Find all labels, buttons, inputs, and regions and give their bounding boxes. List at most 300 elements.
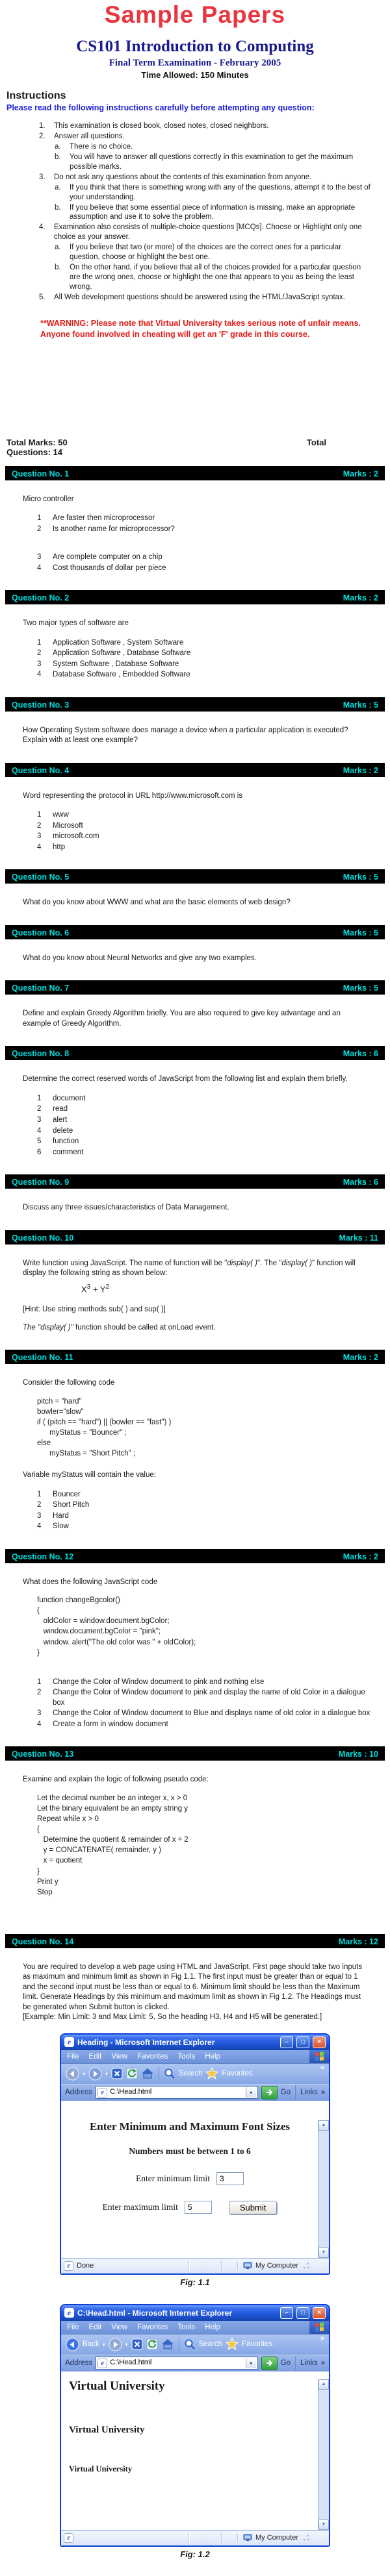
option-text: delete xyxy=(53,1126,73,1135)
item-text: Do not ask any questions about the contents of this examination from anyone. xyxy=(54,173,312,181)
item-text: If you believe that some essential piece of information is missing, make an appropriate assumption and use it to solve the problem. xyxy=(70,203,356,221)
question-number: Question No. 5 xyxy=(12,873,70,882)
question-block xyxy=(0,1934,390,2559)
code-line: Repeat while x > 0 xyxy=(37,1815,99,1824)
address-input[interactable] xyxy=(96,2086,257,2099)
links-overflow-icon[interactable]: » xyxy=(320,2359,325,2368)
stem-text: ". The " xyxy=(257,1259,282,1267)
question-header xyxy=(5,1549,385,1563)
instruction-item xyxy=(0,293,390,303)
status-cell xyxy=(221,2260,237,2271)
question-header xyxy=(5,763,385,777)
menu-help[interactable]: Help xyxy=(205,2052,220,2061)
question-stem xyxy=(23,1259,370,1279)
menu-file[interactable]: File xyxy=(67,2052,79,2061)
content-heading: Enter Minimum and Maximum Font Sizes xyxy=(89,2120,291,2133)
option-row xyxy=(37,670,370,680)
browser-window-fig2 xyxy=(60,2304,330,2547)
code-line: window. alert("The old color was " + oldColor); xyxy=(37,1638,196,1646)
option-row xyxy=(37,1137,370,1147)
option-text: document xyxy=(53,1094,86,1102)
option-text: Short Pitch xyxy=(53,1501,90,1509)
favorites-button[interactable] xyxy=(205,2067,218,2080)
question-number: Question No. 10 xyxy=(12,1233,74,1243)
menu-help[interactable]: Help xyxy=(205,2323,220,2331)
menu-file[interactable]: File xyxy=(67,2323,79,2331)
option-number: 3 xyxy=(37,832,42,841)
window-title-bar[interactable] xyxy=(61,2035,329,2050)
ie-logo-icon: e xyxy=(64,2037,74,2047)
menu-bar xyxy=(61,2321,329,2334)
option-number: 3 xyxy=(37,1709,42,1718)
question-header xyxy=(5,1350,385,1364)
page-icon: e xyxy=(64,2261,73,2271)
option-number: 2 xyxy=(37,525,42,533)
question-number: Question No. 7 xyxy=(12,984,70,993)
code-line: Let the decimal number be an integer x, x > 0 xyxy=(37,1794,188,1802)
question-number: Question No. 4 xyxy=(12,765,70,775)
menu-favorites[interactable]: Favorites xyxy=(137,2323,168,2331)
resize-grip[interactable] xyxy=(303,2534,309,2541)
question-marks: Marks : 6 xyxy=(343,1178,378,1187)
question-marks: Marks : 5 xyxy=(343,700,378,710)
question-marks: Marks : 2 xyxy=(343,593,378,603)
question-number: Question No. 8 xyxy=(12,1049,70,1059)
question-stem: Define and explain Greedy Algorithm briefly. You are also required to give key advantage and an example of Greedy Algorithm. xyxy=(23,1009,341,1028)
forward-dropdown-icon[interactable]: ▾ xyxy=(125,2341,128,2347)
code-line: else xyxy=(37,1439,51,1447)
item-text: This examination is closed book, closed notes, closed neighbors. xyxy=(54,122,269,130)
maximize-button[interactable]: □ xyxy=(296,2037,309,2048)
instruction-item xyxy=(0,132,390,142)
min-limit-input[interactable] xyxy=(216,2172,244,2185)
question-header xyxy=(5,590,385,604)
option-row xyxy=(37,552,370,563)
question-stem: Discuss any three issues/characteristics of Data Management. xyxy=(23,1204,229,1212)
toolbar xyxy=(61,2064,329,2084)
question-header xyxy=(5,980,385,995)
option-row xyxy=(37,1688,370,1708)
item-text: If you believe that two (or more) of the choices are the correct ones for a particular question, choose or highlight the best one. xyxy=(70,243,342,262)
instructions-list xyxy=(0,121,390,303)
links-label[interactable]: Links xyxy=(300,2088,318,2097)
instruction-subitem xyxy=(0,142,390,152)
scroll-up-icon[interactable]: ▲ xyxy=(318,2120,329,2131)
scrollbar[interactable] xyxy=(318,2120,329,2258)
stop-button[interactable] xyxy=(111,2068,123,2079)
search-label[interactable]: Search xyxy=(179,2070,203,2078)
question-marks: Marks : 10 xyxy=(338,1750,378,1759)
code-line: } xyxy=(37,1648,40,1657)
instruction-subitem xyxy=(0,153,390,172)
question-header xyxy=(5,869,385,884)
back-label[interactable]: Back xyxy=(83,2340,99,2349)
go-button[interactable] xyxy=(261,2086,278,2099)
address-label: Address xyxy=(65,2088,93,2097)
option-row xyxy=(37,821,370,832)
home-button[interactable] xyxy=(161,2338,174,2350)
option-number: 2 xyxy=(37,1689,42,1697)
max-limit-label: Enter maximum limit xyxy=(102,2202,178,2212)
window-title-bar[interactable] xyxy=(61,2305,329,2321)
close-button[interactable]: × xyxy=(313,2307,326,2319)
max-limit-input[interactable] xyxy=(185,2201,212,2214)
figure-caption: Fig: 1.1 xyxy=(180,2277,210,2287)
option-text: read xyxy=(53,1105,68,1113)
option-number: 3 xyxy=(37,553,42,562)
pseudo-code-block xyxy=(37,1793,370,1898)
home-button[interactable] xyxy=(141,2068,154,2079)
item-text: All Web development questions should be answered using the HTML/JavaScript syntax. xyxy=(54,293,345,301)
option-row xyxy=(37,638,370,649)
instruction-item xyxy=(0,223,390,242)
question-number: Question No. 3 xyxy=(12,700,70,710)
question-stem: Variable myStatus will contain the value: xyxy=(23,1471,156,1480)
formula-base: X xyxy=(81,1283,87,1294)
option-number: 3 xyxy=(37,1116,42,1124)
option-row xyxy=(37,1148,370,1158)
option-text: Database Software , Embedded Software xyxy=(53,671,190,679)
status-zone xyxy=(237,2262,326,2270)
my-computer-label: My Computer xyxy=(255,2534,299,2542)
question-block xyxy=(0,697,390,746)
status-cell xyxy=(205,2533,221,2543)
go-button[interactable] xyxy=(261,2357,278,2370)
minimize-button[interactable]: – xyxy=(280,2037,293,2048)
option-number: 1 xyxy=(37,811,42,819)
back-dropdown-icon[interactable]: ▾ xyxy=(102,2341,105,2347)
favorites-label[interactable]: Favorites xyxy=(242,2340,273,2349)
option-number: 4 xyxy=(37,1126,42,1135)
status-text: Done xyxy=(77,2262,94,2270)
code-line: Determine the quotient & remainder of x ÷ 2 xyxy=(37,1836,188,1844)
code-line: { xyxy=(37,1826,40,1834)
min-limit-label: Enter minimum limit xyxy=(136,2173,210,2183)
question-number: Question No. 6 xyxy=(12,928,70,937)
option-number: 4 xyxy=(37,843,42,851)
instructions-intro: Please read the following instructions carefully before attempting any question: xyxy=(6,103,315,112)
note-text xyxy=(23,1323,370,1333)
page-content xyxy=(61,2120,329,2258)
address-dropdown-icon[interactable]: ▾ xyxy=(246,2358,256,2368)
toolbar xyxy=(61,2334,329,2355)
option-text: Microsoft xyxy=(53,821,83,830)
question-stem: How Operating System software does manage a device when a particular application is executed? Explain with at least one example? xyxy=(23,726,348,745)
forward-button[interactable] xyxy=(109,2338,122,2351)
question-stem: Examine and explain the logic of following pseudo code: xyxy=(23,1776,209,1784)
question-stem: Determine the correct reserved words of JavaScript from the following list and explain them briefly. xyxy=(23,1075,348,1084)
question-number: Question No. 1 xyxy=(12,469,70,478)
item-number: a. xyxy=(55,243,61,252)
option-number: 1 xyxy=(37,1678,42,1686)
question-stem: Word representing the protocol in URL http://www.microsoft.com is xyxy=(23,791,243,800)
option-text: function xyxy=(53,1137,79,1146)
stem-italic: display( ) xyxy=(227,1259,257,1267)
menu-tools[interactable]: Tools xyxy=(177,2323,196,2331)
go-label[interactable]: Go xyxy=(280,2088,291,2097)
favorites-button[interactable] xyxy=(226,2338,239,2351)
question-marks: Marks : 5 xyxy=(343,984,378,993)
question-block xyxy=(0,1230,390,1333)
item-text: On the other hand, if you believe that all of the choices provided for a particular question are the wrong ones, choose or highlight the one that appears to you as being the least wrong. xyxy=(70,264,361,291)
option-text: Are complete computer on a chip xyxy=(53,553,162,562)
toolbar-separator xyxy=(295,2356,296,2370)
option-number: 2 xyxy=(37,649,42,658)
item-number: 4. xyxy=(39,223,46,232)
back-button[interactable] xyxy=(66,2338,79,2351)
submit-button[interactable]: Submit xyxy=(229,2201,277,2214)
page-icon: e xyxy=(64,2533,73,2543)
question-number: Question No. 9 xyxy=(12,1178,70,1187)
code-line: window.document.bgColor = "pink"; xyxy=(37,1628,161,1636)
content-subheading: Numbers must be between 1 to 6 xyxy=(129,2146,251,2156)
toolbar-separator xyxy=(295,2085,296,2099)
maximize-button[interactable]: □ xyxy=(296,2307,309,2319)
window-title: Heading - Microsoft Internet Explorer xyxy=(77,2037,215,2047)
item-number: b. xyxy=(55,153,61,161)
my-computer-label: My Computer xyxy=(255,2262,299,2270)
stem-text: Write function using JavaScript. The name of function will be " xyxy=(23,1259,228,1267)
option-row xyxy=(37,660,370,670)
question-stem: What does the following JavaScript code xyxy=(23,1578,158,1586)
formula-base: Y xyxy=(99,1283,106,1294)
option-text: Slow xyxy=(53,1522,69,1531)
windows-logo-icon xyxy=(309,2321,329,2334)
toolbar-overflow-icon[interactable]: » xyxy=(320,2063,324,2072)
code-line: } xyxy=(37,1867,40,1876)
option-number: 2 xyxy=(37,1501,42,1509)
ie-logo-icon: e xyxy=(64,2308,74,2318)
hint-text: [Hint: Use string methods sub( ) and sup( )] xyxy=(23,1306,166,1314)
menu-view[interactable]: View xyxy=(111,2323,128,2331)
question-marks: Marks : 5 xyxy=(343,928,378,937)
question-stem: Two major types of software are xyxy=(23,619,129,628)
questions-count: Questions: 14 xyxy=(6,447,62,457)
total-label: Total xyxy=(306,437,326,447)
options-list xyxy=(37,638,370,680)
status-cell xyxy=(205,2260,221,2271)
instructions-heading: Instructions xyxy=(6,90,66,101)
option-row xyxy=(37,810,370,821)
item-number: 5. xyxy=(39,293,46,301)
option-text: microsoft.com xyxy=(53,832,99,841)
course-title: CS101 Introduction to Computing xyxy=(76,38,314,55)
code-line: Stop xyxy=(37,1888,53,1896)
close-button[interactable]: × xyxy=(313,2037,326,2048)
option-number: 2 xyxy=(37,821,42,830)
question-stem: Micro controller xyxy=(23,495,74,503)
code-line: x = quotient xyxy=(37,1857,83,1865)
toolbar-overflow-icon[interactable]: » xyxy=(320,2334,324,2342)
option-text: Change the Color of Window document to pink and nothing else xyxy=(53,1678,265,1686)
code-line: pitch = "hard" xyxy=(37,1397,82,1406)
item-number: 3. xyxy=(39,173,46,181)
menu-view[interactable]: View xyxy=(111,2052,128,2061)
instruction-subitem xyxy=(0,183,390,203)
links-label[interactable]: Links xyxy=(300,2359,318,2368)
example-text: [Example: Min Limit: 3 and Max Limit: 5, So the heading H3, H4 and H5 will be generated.] xyxy=(23,2013,322,2022)
option-text: http xyxy=(53,843,66,851)
refresh-button[interactable] xyxy=(146,2338,158,2350)
option-number: 1 xyxy=(37,514,42,523)
search-button[interactable] xyxy=(164,2068,176,2079)
question-number: Question No. 12 xyxy=(12,1552,74,1561)
code-line: bowler="slow" xyxy=(37,1407,84,1416)
question-marks: Marks : 5 xyxy=(343,873,378,882)
formula-superscript: 3 xyxy=(86,1283,91,1291)
page-content xyxy=(61,2379,329,2530)
address-text[interactable]: C:\Head.html xyxy=(110,2088,152,2096)
option-row xyxy=(37,1522,370,1532)
generated-heading-h5: Virtual University xyxy=(69,2464,133,2473)
status-zone xyxy=(237,2534,326,2542)
item-text: If you think that there is something wrong with any of the questions, attempt it to the best of your understanding. xyxy=(70,183,370,201)
question-stem: What do you know about Neural Networks and give any two examples. xyxy=(23,954,257,962)
menu-bar xyxy=(61,2050,329,2064)
note-italic: The "display( )" xyxy=(23,1323,73,1331)
status-cell xyxy=(188,2533,205,2543)
address-label: Address xyxy=(65,2359,93,2368)
option-text: Are faster then microprocessor xyxy=(53,514,155,523)
option-number: 1 xyxy=(37,1094,42,1102)
figure-caption: Fig: 1.2 xyxy=(180,2549,210,2559)
status-bar xyxy=(61,2258,329,2273)
option-number: 1 xyxy=(37,1490,42,1498)
menu-edit[interactable]: Edit xyxy=(88,2323,102,2331)
item-number: b. xyxy=(55,264,61,272)
question-block xyxy=(0,466,390,574)
scroll-down-icon[interactable]: ▼ xyxy=(318,2248,329,2258)
stop-button[interactable] xyxy=(131,2338,143,2350)
question-header xyxy=(5,466,385,480)
question-marks: Marks : 12 xyxy=(338,1937,378,1946)
forward-button[interactable] xyxy=(88,2067,102,2081)
option-row xyxy=(37,1126,370,1137)
refresh-button[interactable] xyxy=(126,2068,138,2079)
code-line: { xyxy=(37,1607,40,1615)
question-block xyxy=(0,1746,390,1897)
total-marks: Total Marks: 50 xyxy=(6,437,68,447)
totals-row xyxy=(0,438,390,457)
question-stem: What do you know about WWW and what are the basic elements of web design? xyxy=(23,898,291,907)
spacer xyxy=(37,535,370,552)
options-list xyxy=(37,1678,370,1730)
question-block xyxy=(0,1174,390,1213)
question-number: Question No. 2 xyxy=(12,593,70,603)
favorites-label[interactable]: Favorites xyxy=(222,2070,253,2078)
item-number: 1. xyxy=(39,122,46,130)
question-header xyxy=(5,1746,385,1761)
forward-dropdown-icon[interactable]: ▾ xyxy=(105,2070,109,2077)
option-row xyxy=(37,525,370,535)
minimize-button[interactable]: – xyxy=(280,2307,293,2319)
address-input[interactable] xyxy=(96,2357,257,2370)
windows-logo-icon xyxy=(309,2050,329,2063)
option-number: 1 xyxy=(37,638,42,647)
question-marks: Marks : 11 xyxy=(339,1233,378,1243)
question-block xyxy=(0,980,390,1029)
question-header xyxy=(5,1046,385,1060)
search-button[interactable] xyxy=(184,2338,196,2350)
generated-heading-h4: Virtual University xyxy=(69,2424,145,2435)
instruction-subitem xyxy=(0,243,390,262)
question-block xyxy=(0,925,390,964)
code-block xyxy=(37,1396,370,1459)
address-bar xyxy=(61,2084,329,2101)
option-text: Is another name for microprocessor? xyxy=(53,525,175,533)
option-text: Application Software , System Software xyxy=(53,638,184,647)
option-text: comment xyxy=(53,1148,84,1156)
search-label[interactable]: Search xyxy=(198,2340,223,2349)
scroll-down-icon[interactable]: ▼ xyxy=(318,2520,329,2530)
warning-text: **WARNING: Please note that Virtual University takes serious note of unfair means. Anyone found involved in cheating will get an 'F' grade in this course. xyxy=(40,318,361,339)
go-label[interactable]: Go xyxy=(280,2359,291,2368)
menu-edit[interactable]: Edit xyxy=(88,2052,102,2061)
question-number: Question No. 13 xyxy=(12,1750,74,1759)
links-overflow-icon[interactable]: » xyxy=(320,2088,325,2097)
option-text: Hard xyxy=(53,1511,69,1520)
question-number: Question No. 11 xyxy=(12,1353,73,1363)
option-row xyxy=(37,1511,370,1522)
option-number: 4 xyxy=(37,564,42,572)
option-number: 2 xyxy=(37,1105,42,1113)
status-cell xyxy=(221,2533,237,2543)
option-text: Create a form in window document xyxy=(53,1720,168,1728)
my-computer-icon xyxy=(243,2262,252,2270)
option-text: Change the Color of Window document to Blue and displays name of old color in a dialogue box xyxy=(53,1709,370,1718)
scroll-up-icon[interactable]: ▲ xyxy=(318,2379,329,2390)
option-number: 3 xyxy=(37,1511,42,1520)
question-marks: Marks : 2 xyxy=(343,1552,378,1561)
option-row xyxy=(37,1720,370,1730)
address-text[interactable]: C:\Head.html xyxy=(110,2359,152,2367)
menu-favorites[interactable]: Favorites xyxy=(137,2052,168,2061)
option-row xyxy=(37,1500,370,1511)
back-dropdown-icon[interactable]: ▾ xyxy=(83,2070,86,2077)
math-formula xyxy=(81,1283,370,1295)
note-rest: function should be called at onLoad event. xyxy=(73,1323,216,1331)
option-row xyxy=(37,843,370,853)
option-text: System Software , Database Software xyxy=(53,660,179,668)
question-stem: You are required to develop a web page using HTML and JavaScript. First page should take two inputs as maximum and minimum limit as shown in Fig 1.1. The first input must be greater than or equal to 1 and the second input must be less than or equal to 6. Minimum limit should be less than the Maximum limit. Generate Headings by this minimum and maximum limit as shown in Fig 1.2. The Headings must be generated when Submit button is clicked. xyxy=(23,1963,363,2011)
address-dropdown-icon[interactable]: ▾ xyxy=(246,2087,256,2098)
code-line: y = CONCATENATE( remainder, y ) xyxy=(37,1846,161,1855)
question-header xyxy=(5,925,385,939)
status-left xyxy=(64,2533,188,2543)
question-marks: Marks : 2 xyxy=(343,469,378,478)
code-line: if ( (pitch == "hard") || (bowler == "fast") ) xyxy=(37,1418,172,1426)
option-text: Change the Color of Window document to pink and display the name of old Color in a dialogue box xyxy=(53,1689,365,1707)
generated-heading-h3: Virtual University xyxy=(69,2379,165,2393)
resize-grip[interactable] xyxy=(303,2262,309,2269)
code-line: myStatus = "Short Pitch" ; xyxy=(37,1450,136,1457)
my-computer-icon xyxy=(243,2534,252,2542)
scrollbar[interactable] xyxy=(318,2379,329,2530)
item-text: Answer all questions. xyxy=(54,132,125,140)
option-number: 3 xyxy=(37,660,42,668)
options-list xyxy=(37,1094,370,1158)
item-text: There is no choice. xyxy=(70,142,133,151)
code-line: myStatus = "Bouncer" ; xyxy=(37,1428,127,1437)
option-text: www xyxy=(53,811,69,819)
menu-tools[interactable]: Tools xyxy=(177,2052,196,2061)
back-button[interactable] xyxy=(66,2067,79,2081)
question-header xyxy=(5,1174,385,1189)
item-number: a. xyxy=(55,142,61,151)
spacer xyxy=(0,340,390,438)
stem-italic: display( ) xyxy=(281,1259,312,1267)
question-block xyxy=(0,1350,390,1532)
